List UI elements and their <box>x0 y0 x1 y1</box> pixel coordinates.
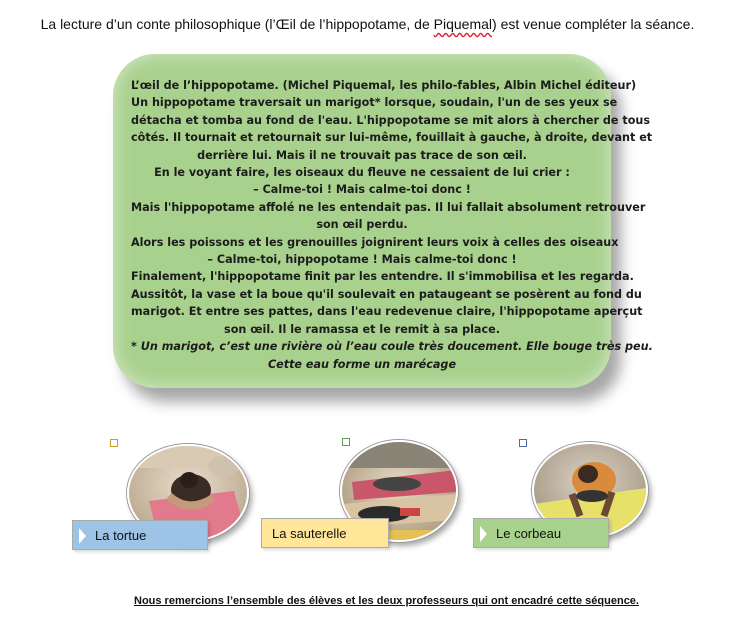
pose-label-sauterelle <box>261 518 389 548</box>
story-footnote: Cette eau forme un marécage <box>267 357 457 371</box>
story-line: Alors les poissons et les grenouilles joignirent leurs voix à celles des oiseaux <box>131 235 619 249</box>
story-line: son œil. Il le ramassa et le remit à sa place. <box>224 322 500 336</box>
arrow-icon <box>480 526 487 542</box>
pose-label-tortue <box>72 520 208 550</box>
intro-text <box>0 16 735 32</box>
story-line: côtés. Il tournait et retournait sur lui-même, fouillait à gauche, à droite, devant et <box>131 131 653 145</box>
pose-label-corbeau <box>473 518 609 548</box>
story-line: Finalement, l'hippopotame finit par les entendre. Il s'immobilisa et les regarda. <box>131 270 634 284</box>
story-line: L’œil de l’hippopotame. (Michel Piquemal, les philo-fables, Albin Michel éditeur) <box>131 79 637 92</box>
story-footnote: * Un marigot, c’est une rivière où l’eau coule très doucement. Elle bouge très peu. <box>131 340 653 354</box>
pose-label-text: La tortue <box>95 528 147 543</box>
pose-label-text: La sauterelle <box>272 526 347 541</box>
story-line: – Calme-toi, hippopotame ! Mais calme-toi donc ! <box>207 253 517 267</box>
anchor-marker <box>519 439 527 447</box>
story-line: Aussitôt, la vase et la boue qu'il soulevait en pataugeant se posèrent au fond du <box>131 287 642 301</box>
intro-after: ) est venue compléter la séance. <box>492 16 695 32</box>
story-line: marigot. Et entre ses pattes, dans l'eau redevenue claire, l'hippopotame aperçut <box>131 305 643 319</box>
anchor-marker <box>342 438 350 446</box>
story-line: son œil perdu. <box>316 218 408 232</box>
thanks-text: Nous remercions l’ensemble des élèves et les deux professeurs qui ont encadré cette séquence. <box>134 595 639 607</box>
arrow-icon <box>79 528 86 544</box>
story-box <box>113 54 653 388</box>
pose-label-text: Le corbeau <box>496 526 562 541</box>
story-line: Mais l'hippopotame affolé ne les entendait pas. Il lui fallait absolument retrouver <box>131 200 646 214</box>
story-line: détacha et tomba au fond de l'eau. L'hippopotame se mit alors à chercher de tous <box>131 113 651 127</box>
intro-before: La lecture d’un conte philosophique (l’Œil de l’hippopotame, de <box>40 16 434 32</box>
story-line: – Calme-toi ! Mais calme-toi donc ! <box>253 183 471 197</box>
story-line: Un hippopotame traversait un marigot* lorsque, soudain, l'un de ses yeux se <box>131 96 618 110</box>
anchor-marker <box>110 439 118 447</box>
intro-author: Piquemal <box>433 16 493 32</box>
story-line: derrière lui. Mais il ne trouvait pas trace de son œil. <box>197 148 527 162</box>
story-line: En le voyant faire, les oiseaux du fleuve ne cessaient de lui crier : <box>154 166 570 180</box>
